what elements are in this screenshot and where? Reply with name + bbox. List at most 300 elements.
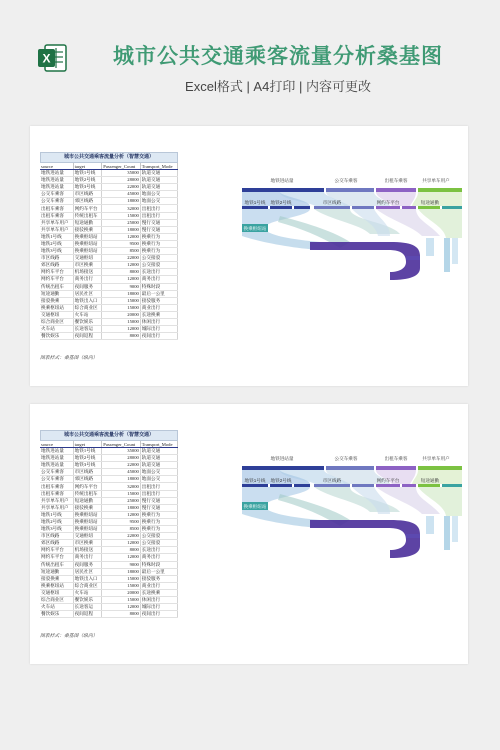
table-cell: 夜间返程 [73, 611, 102, 618]
sankey-flow-stub [426, 238, 434, 256]
table-cell: 网约车平台 [40, 554, 73, 561]
table-cell: 网约车平台 [40, 269, 73, 276]
table-row [40, 568, 178, 575]
table-cell: 22000 [102, 533, 140, 540]
table-cell: 15000 [102, 297, 140, 304]
table-cell: 共享单车用户 [40, 497, 73, 504]
sankey-node-line2 [270, 484, 292, 487]
table-row [40, 255, 178, 262]
table-cell: 20000 [102, 311, 140, 318]
sankey-mid-label: 短途通勤 [420, 478, 440, 483]
table-cell: 网约车平台 [40, 547, 73, 554]
table-row [40, 311, 178, 318]
table-row [40, 191, 178, 198]
table-cell: 商务出行 [73, 276, 102, 283]
table-cell: 9000 [102, 561, 140, 568]
table-cell: 地铁3号线 [40, 526, 73, 533]
table-title: 城市公共交通乘客流量分析（智慧交通） [40, 152, 178, 163]
table-cell: 接驳换乘 [73, 504, 102, 511]
table-row [40, 198, 178, 205]
table-cell: 换乘枢纽站 [73, 526, 102, 533]
sankey-flow-stub [426, 516, 434, 534]
table-cell: 地面公交 [140, 198, 177, 205]
table-row [40, 205, 178, 212]
table-row [40, 233, 178, 240]
sankey-diagram [240, 176, 464, 326]
table-cell: 夜间出行 [140, 611, 177, 618]
table-row [40, 333, 178, 340]
sankey-mid-label: 市区线路 [322, 200, 342, 205]
table-cell: 商务出行 [73, 554, 102, 561]
table-cell: 商业出行 [140, 304, 177, 311]
table-cell: 火车站 [73, 589, 102, 596]
table-row [40, 448, 178, 455]
table-row [40, 604, 178, 611]
table-cell: 18000 [102, 504, 140, 511]
table-cell: 地铁2号线 [73, 455, 102, 462]
excel-icon-letter: X [42, 51, 51, 66]
table-cell: 居民社区 [73, 290, 102, 297]
table-cell: 12000 [102, 233, 140, 240]
table-cell: 接驳换乘 [40, 297, 73, 304]
table-row [40, 561, 178, 568]
table-row [40, 297, 178, 304]
table-cell: 公交车乘客 [40, 191, 73, 198]
data-table [40, 441, 178, 618]
table-cell: 32000 [102, 483, 140, 490]
table-cell: 商务出行 [140, 554, 177, 561]
column-header: source [40, 441, 73, 448]
table-cell: 网约车平台 [73, 483, 102, 490]
table-row [40, 455, 178, 462]
table-cell: 换乘行为 [140, 240, 177, 247]
sankey-node-suburb [352, 484, 374, 487]
table-cell: 网约车平台 [40, 276, 73, 283]
table-cell: 地铁进站量 [40, 455, 73, 462]
table-row [40, 511, 178, 518]
table-cell: 22000 [102, 255, 140, 262]
table-cell: 8000 [102, 269, 140, 276]
table-cell: 长途换乘 [140, 589, 177, 596]
table-cell: 出租出行 [140, 483, 177, 490]
table-cell: 地铁进站量 [40, 177, 73, 184]
table-cell: 长途换乘 [140, 311, 177, 318]
sankey-top-label: 出租车乘客 [384, 456, 408, 461]
table-cell: 9500 [102, 518, 140, 525]
table-cell: 地铁3号线 [73, 462, 102, 469]
table-cell: 公交车乘客 [40, 476, 73, 483]
table-cell: 交通枢纽 [40, 311, 73, 318]
table-body [40, 448, 178, 618]
table-cell: 最后一公里 [140, 290, 177, 297]
sankey-flow [242, 232, 320, 250]
table-cell: 换乘行为 [140, 526, 177, 533]
table-cell: 地铁出入口 [73, 575, 102, 582]
table-cell: 公交接驳 [140, 533, 177, 540]
table-cell: 特殊时段 [140, 561, 177, 568]
table-cell: 地铁1号线 [40, 233, 73, 240]
sankey-node-cab [402, 484, 416, 487]
sheet-preview-1 [30, 126, 468, 386]
sankey-flow-stub [452, 516, 458, 542]
table-row [40, 326, 178, 333]
column-header: Transport_Mode [140, 163, 177, 170]
table-row [40, 262, 178, 269]
table-cell: 22000 [102, 184, 140, 191]
table-row [40, 476, 178, 483]
chart-caption: 图表样式：桑基图（纵向） [40, 356, 98, 361]
table-cell: 地面公交 [140, 476, 177, 483]
table-cell: 慢行交通 [140, 504, 177, 511]
table-cell: 商业出行 [140, 582, 177, 589]
table-cell: 地铁1号线 [40, 511, 73, 518]
table-row [40, 290, 178, 297]
table-cell: 火车站 [73, 311, 102, 318]
table-cell: 15000 [102, 490, 140, 497]
table-cell: 交通枢纽 [40, 589, 73, 596]
table-row [40, 240, 178, 247]
sankey-node-commute [418, 206, 440, 209]
table-cell: 公交车乘客 [40, 198, 73, 205]
table-cell: 市区换乘 [73, 262, 102, 269]
table-cell: 换乘行为 [140, 233, 177, 240]
table-cell: 出租出行 [140, 212, 177, 219]
table-cell: 夜间返程 [73, 333, 102, 340]
table-cell: 28000 [102, 177, 140, 184]
table-cell: 8500 [102, 248, 140, 255]
table-cell: 郊区线路 [40, 540, 73, 547]
chart-caption: 图表样式：桑基图（纵向） [40, 634, 98, 639]
table-cell: 12000 [102, 554, 140, 561]
sankey-mid-label: 地铁2号线 [270, 478, 292, 483]
sankey-node-feeder [442, 206, 462, 209]
table-cell: 长途出行 [140, 269, 177, 276]
table-cell: 短途通勤 [73, 219, 102, 226]
sankey-node-line1 [242, 484, 268, 487]
table-cell: 12000 [102, 604, 140, 611]
sankey-top-label: 地铁进站量 [270, 456, 294, 461]
sankey-mid-label: 网约车平台 [376, 200, 400, 205]
table-cell: 传统出租车 [73, 490, 102, 497]
table-cell: 短途通勤 [40, 568, 73, 575]
table-cell: 交通枢纽 [73, 255, 102, 262]
table-cell: 接驳服务 [140, 297, 177, 304]
table-cell: 地铁出入口 [73, 297, 102, 304]
sankey-node-suburb [352, 206, 374, 209]
table-cell: 轨道交通 [140, 177, 177, 184]
table-row [40, 469, 178, 476]
table-cell: 8000 [102, 611, 140, 618]
table-row [40, 248, 178, 255]
table-cell: 公交接驳 [140, 262, 177, 269]
table-cell: 12000 [102, 262, 140, 269]
sankey-diagram [240, 454, 464, 604]
page-title: 城市公共交通乘客流量分析桑基图 [113, 45, 443, 68]
table-cell: 夜间出行 [140, 333, 177, 340]
table-cell: 地铁3号线 [40, 248, 73, 255]
table-cell: 机场接送 [73, 547, 102, 554]
table-cell: 居民社区 [73, 568, 102, 575]
table-cell: 15000 [102, 304, 140, 311]
table-cell: 出租车乘客 [40, 483, 73, 490]
table-cell: 换乘枢纽站 [40, 304, 73, 311]
sankey-node-urban [314, 206, 350, 209]
table-cell: 地铁进站量 [40, 448, 73, 455]
sankey-node-line1 [242, 206, 268, 209]
sankey-flow-stub [444, 516, 450, 550]
table-cell: 综合商业区 [40, 318, 73, 325]
data-table-wrap [40, 430, 178, 618]
table-cell: 换乘行为 [140, 248, 177, 255]
table-cell: 夜间服务 [73, 283, 102, 290]
table-cell: 出租车乘客 [40, 490, 73, 497]
sankey-node-metro [242, 466, 324, 470]
table-row [40, 483, 178, 490]
table-cell: 18000 [102, 290, 140, 297]
sankey-mid-label: 地铁2号线 [270, 200, 292, 205]
table-row [40, 611, 178, 618]
table-cell: 火车站 [40, 604, 73, 611]
table-cell: 18000 [102, 198, 140, 205]
table-row [40, 504, 178, 511]
table-cell: 轨道交通 [140, 170, 177, 177]
sankey-mid-label: 地铁1号线 [244, 200, 266, 205]
table-cell: 45000 [102, 469, 140, 476]
table-cell: 换乘行为 [140, 511, 177, 518]
table-row [40, 212, 178, 219]
table-row [40, 226, 178, 233]
sankey-top-label: 地铁进站量 [270, 178, 294, 183]
table-cell: 地铁2号线 [73, 177, 102, 184]
table-cell: 轨道交通 [140, 455, 177, 462]
table-cell: 夜间服务 [73, 561, 102, 568]
table-cell: 18000 [102, 568, 140, 575]
table-cell: 郊区线路 [73, 198, 102, 205]
table-cell: 轨道交通 [140, 448, 177, 455]
table-cell: 28000 [102, 455, 140, 462]
table-cell: 综合商业区 [40, 596, 73, 603]
table-cell: 餐饮娱乐 [73, 596, 102, 603]
table-cell: 地铁进站量 [40, 184, 73, 191]
table-cell: 短途通勤 [73, 497, 102, 504]
sankey-node-taxi [376, 466, 416, 470]
sankey-node-feeder [442, 484, 462, 487]
table-cell: 18000 [102, 476, 140, 483]
table-cell: 慢行交通 [140, 226, 177, 233]
table-cell: 城际出行 [140, 326, 177, 333]
table-row [40, 304, 178, 311]
table-cell: 商务出行 [140, 276, 177, 283]
table-row [40, 589, 178, 596]
table-row [40, 533, 178, 540]
table-cell: 地铁进站量 [40, 170, 73, 177]
sankey-mid-label: 市区线路 [322, 478, 342, 483]
sankey-flow-main [310, 520, 420, 558]
table-cell: 长途出行 [140, 547, 177, 554]
table-cell: 地铁1号线 [73, 448, 102, 455]
table-row [40, 596, 178, 603]
sankey-flow-stub [452, 238, 458, 264]
table-row [40, 518, 178, 525]
table-cell: 市区线路 [73, 469, 102, 476]
sankey-node-metro [242, 188, 324, 192]
table-row [40, 219, 178, 226]
table-cell: 特殊时段 [140, 283, 177, 290]
table-cell: 休闲出行 [140, 596, 177, 603]
table-cell: 地铁进站量 [40, 462, 73, 469]
sankey-top-label: 公交车乘客 [334, 456, 358, 461]
table-cell: 接驳换乘 [73, 226, 102, 233]
table-cell: 餐饮娱乐 [40, 611, 73, 618]
table-cell: 市区换乘 [73, 540, 102, 547]
table-cell: 15000 [102, 575, 140, 582]
table-row [40, 540, 178, 547]
table-cell: 地铁1号线 [73, 170, 102, 177]
table-cell: 9000 [102, 283, 140, 290]
table-cell: 25000 [102, 219, 140, 226]
table-cell: 换乘枢纽站 [73, 248, 102, 255]
table-cell: 传统出租车 [40, 283, 73, 290]
table-title: 城市公共交通乘客流量分析（智慧交通） [40, 430, 178, 441]
table-row [40, 526, 178, 533]
column-header: source [40, 163, 73, 170]
table-cell: 网约车平台 [73, 205, 102, 212]
sankey-top-label: 公交车乘客 [334, 178, 358, 183]
column-header: Transport_Mode [140, 441, 177, 448]
table-row [40, 462, 178, 469]
table-row [40, 547, 178, 554]
sankey-node-station [406, 534, 420, 538]
sankey-node-line3 [294, 206, 310, 209]
excel-icon [36, 42, 68, 74]
table-cell: 市区线路 [40, 255, 73, 262]
table-cell: 共享单车用户 [40, 226, 73, 233]
sankey-top-label: 共享单车用户 [422, 178, 450, 183]
table-row [40, 582, 178, 589]
table-cell: 市区线路 [73, 191, 102, 198]
table-cell: 出租出行 [140, 490, 177, 497]
column-header: Passenger_Count [102, 441, 140, 448]
sankey-top-label: 共享单车用户 [422, 456, 450, 461]
sankey-node-ridehail [376, 484, 400, 487]
table-row [40, 170, 178, 177]
table-cell: 餐饮娱乐 [73, 318, 102, 325]
table-cell: 35000 [102, 448, 140, 455]
table-cell: 慢行交通 [140, 219, 177, 226]
table-cell: 长途客运 [73, 604, 102, 611]
table-row [40, 497, 178, 504]
sankey-mid-label: 网约车平台 [376, 478, 400, 483]
sankey-flow-stub [444, 238, 450, 272]
sankey-node-taxi [376, 188, 416, 192]
header [0, 0, 500, 120]
table-cell: 15000 [102, 582, 140, 589]
table-cell: 公交车乘客 [40, 469, 73, 476]
sankey-node-cab [402, 206, 416, 209]
table-cell: 8000 [102, 333, 140, 340]
table-cell: 机场接送 [73, 269, 102, 276]
table-cell: 接驳服务 [140, 575, 177, 582]
column-header: target [73, 441, 102, 448]
table-cell: 慢行交通 [140, 497, 177, 504]
table-cell: 城际出行 [140, 604, 177, 611]
table-cell: 火车站 [40, 326, 73, 333]
table-cell: 换乘枢纽站 [40, 582, 73, 589]
table-cell: 地面公交 [140, 191, 177, 198]
table-cell: 32000 [102, 205, 140, 212]
table-cell: 休闲出行 [140, 318, 177, 325]
sankey-node-ridehail [376, 206, 400, 209]
table-row [40, 283, 178, 290]
table-cell: 12000 [102, 276, 140, 283]
table-cell: 共享单车用户 [40, 504, 73, 511]
table-cell: 35000 [102, 170, 140, 177]
sankey-node-bike [418, 466, 462, 470]
sankey-node-line2 [270, 206, 292, 209]
table-cell: 地铁2号线 [40, 518, 73, 525]
table-cell: 餐饮娱乐 [40, 333, 73, 340]
sankey-hub-label: 换乘枢纽站 [243, 226, 267, 231]
table-cell: 公交接驳 [140, 540, 177, 547]
sankey-top-label: 出租车乘客 [384, 178, 408, 183]
sankey-node-station [406, 256, 420, 260]
table-cell: 15000 [102, 318, 140, 325]
table-cell: 8500 [102, 526, 140, 533]
table-cell: 轨道交通 [140, 462, 177, 469]
table-cell: 共享单车用户 [40, 219, 73, 226]
sankey-mid-label: 短途通勤 [420, 200, 440, 205]
table-cell: 12000 [102, 511, 140, 518]
table-cell: 短途通勤 [40, 290, 73, 297]
table-row [40, 575, 178, 582]
table-cell: 22000 [102, 462, 140, 469]
sankey-node-line3 [294, 484, 310, 487]
table-cell: 换乘枢纽站 [73, 518, 102, 525]
table-row [40, 276, 178, 283]
table-row [40, 554, 178, 561]
table-cell: 25000 [102, 497, 140, 504]
table-cell: 换乘枢纽站 [73, 233, 102, 240]
table-cell: 传统出租车 [73, 212, 102, 219]
data-table [40, 163, 178, 340]
sheet-preview-2 [30, 404, 468, 664]
sankey-node-bus [326, 466, 374, 470]
column-header: Passenger_Count [102, 163, 140, 170]
table-cell: 45000 [102, 191, 140, 198]
table-cell: 地铁2号线 [40, 240, 73, 247]
table-cell: 15000 [102, 596, 140, 603]
sankey-node-urban [314, 484, 350, 487]
table-cell: 地面公交 [140, 469, 177, 476]
sankey-hub-label: 换乘枢纽站 [243, 504, 267, 509]
table-row [40, 490, 178, 497]
table-cell: 20000 [102, 589, 140, 596]
table-cell: 8000 [102, 547, 140, 554]
table-cell: 最后一公里 [140, 568, 177, 575]
sankey-node-commute [418, 484, 440, 487]
table-cell: 出租出行 [140, 205, 177, 212]
table-cell: 长途客运 [73, 326, 102, 333]
table-cell: 18000 [102, 226, 140, 233]
table-cell: 换乘枢纽站 [73, 511, 102, 518]
data-table-wrap [40, 152, 178, 340]
table-cell: 12000 [102, 540, 140, 547]
table-cell: 交通枢纽 [73, 533, 102, 540]
table-cell: 综合商业区 [73, 304, 102, 311]
table-cell: 15000 [102, 212, 140, 219]
table-cell: 出租车乘客 [40, 205, 73, 212]
table-cell: 郊区线路 [40, 262, 73, 269]
